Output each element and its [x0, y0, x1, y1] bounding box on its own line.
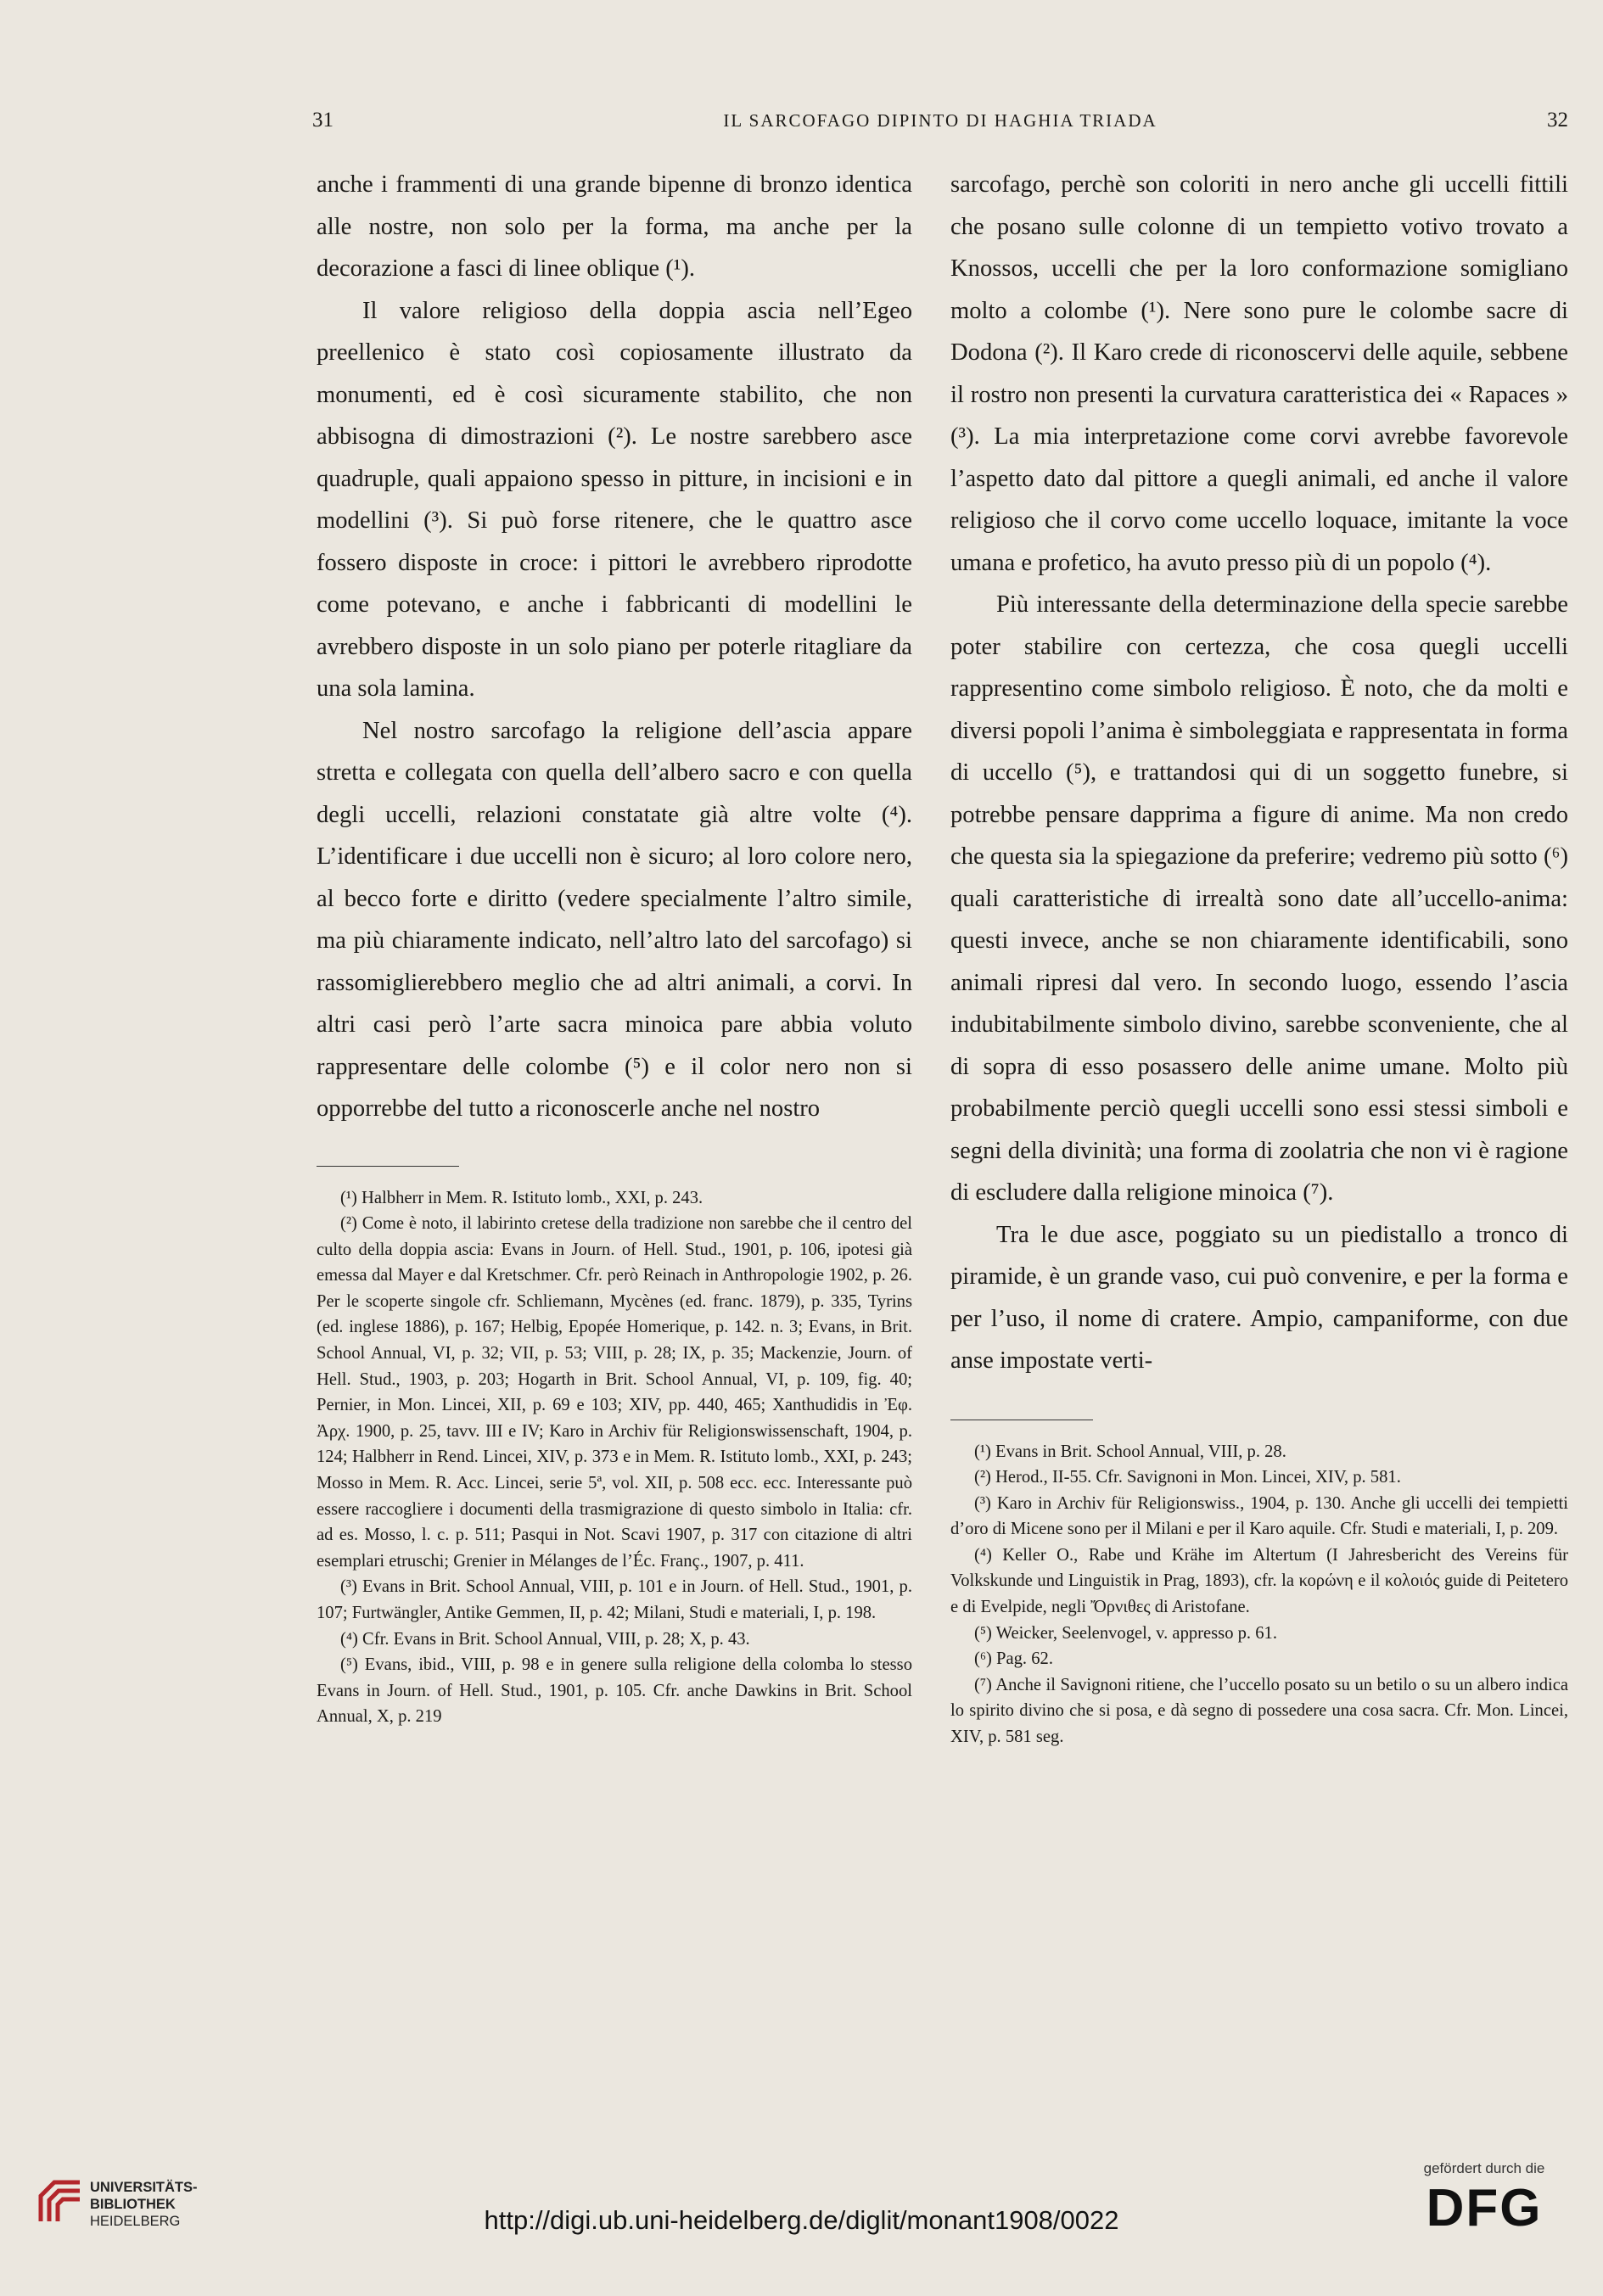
library-name-line-2: BIBLIOTHEK	[90, 2197, 176, 2212]
right-column	[950, 164, 1568, 1750]
left-footnote-2: (²) Come è noto, il labirinto cretese della tradizione non sarebbe che il centro del culto della doppia ascia: Evans in Journ. of Hell. Stud., 1901, p. 106, ipotesi già emessa dal Mayer e dal Kretschmer. Cfr. però Reinach in Anthropologie 1902, p. 26. Per le scoperte singole cfr. Schliemann, Mycènes (ed. franc. 1879), p. 335, Tyrins (ed. inglese 1886), p. 167; Helbig, Epopée Homerique, p. 142. n. 3; Evans, in Brit. School Annual, VI, p. 32; VII, p. 53; VIII, p. 28; IX, p. 35; Mackenzie, Journ. of Hell. Stud., 1903, p. 203; Hogarth in Brit. School Annual, VI, p. 109, fig. 40; Pernier, in Mon. Lincei, XII, p. 69 e 103; XIV, pp. 440, 465; Xanthudidis in Ἐφ. Ἀρχ. 1900, p. 25, tavv. III e IV; Karo in Archiv für Religionswissenschaft, 1904, p. 124; Halbherr in Rend. Lincei, XIV, p. 373 e in Mem. R. Istituto lomb., XXI, p. 243; Mosso in Mem. R. Acc. Lincei, serie 5ª, vol. XII, p. 508 ecc. ecc. Interessante può essere raccogliere i documenti della trasmigrazione di questo simbolo in Italia: cfr. ad es. Mosso, l. c. p. 511; Pasqui in Not. Scavi 1907, p. 317 con citazione di altri esemplari etruschi; Grenier in Mélanges de l’Éc. Franç., 1907, p. 411.	[317, 1214, 912, 1571]
left-paragraph-1: anche i frammenti di una grande bipenne di bronzo identica alle nostre, non solo per la forma, ma anche per la decorazione a fasci di linee oblique (¹).	[317, 171, 912, 282]
right-footnote-4: (⁴) Keller O., Rabe und Krähe im Altertum (I Jahresbericht des Vereins für Volkskunde und Linguistik in Prag, 1893), cfr. la κορώνη e il κολοιός guide di Peitetero e di Evelpide, negli Ὄρνιθες di Aristofane.	[950, 1545, 1568, 1617]
left-paragraph-2: Il valore religioso della doppia ascia nell’Egeo preellenico è stato così copiosamente illustrato da monumenti, ed è così sicuramente stabilito, che non abbisogna di dimostrazioni (²). Le nostre sarebbero asce quadruple, quali appaiono spesso in pitture, in incisioni e in modellini (³). Si può forse ritenere, che le quattro asce fossero disposte in croce: i pittori le avrebbero riprodotte come potevano, e anche i fabbricanti di modellini le avrebbero disposte in un solo piano per poterle ritagliare da una sola lamina.	[317, 297, 912, 702]
funding-text: gefördert durch die	[1423, 2160, 1545, 2176]
right-footnote-3: (³) Karo in Archiv für Religionswiss., 1904, p. 130. Anche gli uccelli dei tempietti d’oro di Micene sono per il Milani e per il Karo aquile. Cfr. Studi e materiali, I, p. 209.	[950, 1493, 1568, 1539]
right-footnotes	[950, 1439, 1568, 1750]
library-name-line-1: UNIVERSITÄTS-	[90, 2180, 198, 2195]
right-footnote-5: (⁵) Weicker, Seelenvogel, v. appresso p. 61.	[974, 1623, 1277, 1643]
page-number-left: 31	[312, 109, 333, 132]
left-body-text	[317, 164, 912, 1130]
dfg-funding-mark[interactable]	[1399, 2160, 1569, 2238]
left-footnote-3: (³) Evans in Brit. School Annual, VIII, p. 101 e in Journ. of Hell. Stud., 1901, p. 107; Furtwängler, Antike Gemmen, II, p. 42; Milani, Studi e materiali, I, p. 198.	[317, 1577, 912, 1622]
right-footnote-6: (⁶) Pag. 62.	[974, 1649, 1053, 1669]
footnote-rule-left	[317, 1166, 459, 1167]
left-footnote-4: (⁴) Cfr. Evans in Brit. School Annual, VIII, p. 28; X, p. 43.	[340, 1629, 750, 1649]
left-footnote-5: (⁵) Evans, ibid., VIII, p. 98 e in genere sulla religione della colomba lo stesso Evans in Journ. of Hell. Stud., 1901, p. 105. Cfr. anche Dawkins in Brit. School Annual, X, p. 219	[317, 1655, 912, 1727]
left-column	[317, 164, 912, 1730]
left-footnote-1: (¹) Halbherr in Mem. R. Istituto lomb., XXI, p. 243.	[340, 1188, 703, 1207]
right-body-text	[950, 164, 1568, 1382]
page-number-right: 32	[1547, 109, 1568, 132]
library-name-line-3: HEIDELBERG	[90, 2214, 181, 2229]
permalink-url[interactable]: http://digi.ub.uni-heidelberg.de/diglit/monant1908/0022	[484, 2205, 1119, 2235]
right-footnote-2: (²) Herod., II-55. Cfr. Savignoni in Mon. Lincei, XIV, p. 581.	[974, 1468, 1401, 1487]
running-header	[312, 109, 1568, 143]
left-footnotes	[317, 1185, 912, 1730]
right-footnote-7: (⁷) Anche il Savignoni ritiene, che l’uccello posato su un betilo o su un albero indica lo spirito divino che si posa, e dà segno di possedere una cosa sacra. Cfr. Mon. Lincei, XIV, p. 581 seg.	[950, 1675, 1568, 1747]
right-paragraph-2: Più interessante della determinazione della specie sarebbe poter stabilire con certezza, che cosa quegli uccelli rappresentino come simbolo religioso. È noto, che da molti e diversi popoli l’anima è simboleggiata e rappresentata in forma di uccello (⁵), e trattandosi qui di un soggetto funebre, si potrebbe pensare dapprima a figure di anime. Ma non credo che questa sia la spiegazione da preferire; vedremo più sotto (⁶) quali caratteristiche di irrealtà sono date all’uccello-anima: questi invece, anche se non chiaramente identificabili, sono animali ripresi dal vero. In secondo luogo, essendo l’ascia indubitabilmente simbolo divino, sarebbe sconveniente, che al di sopra di esso posassero delle anime umane. Molto più probabilmente perciò quegli uccelli sono essi stessi simboli e segni della divinità; una forma di zoolatria che non vi è ragione di escludere dalla religione minoica (⁷).	[950, 591, 1568, 1206]
left-paragraph-3: Nel nostro sarcofago la religione dell’ascia appare stretta e collegata con quella dell’albero sacro e con quella degli uccelli, relazioni constatate già altre volte (⁴). L’identificare i due uccelli non è sicuro; al loro colore nero, al becco forte e diritto (vedere specialmente l’altro simile, ma più chiaramente indicato, nell’altro lato del sarcofago) si rassomiglierebbero meglio che ad altri animali, a corvi. In altri casi però l’arte sacra minoica pare abbia voluto rappresentare delle colombe (⁵) e il color nero non si opporrebbe del tutto a riconoscerle anche nel nostro	[317, 717, 912, 1122]
dfg-logo: DFG	[1426, 2179, 1543, 2237]
right-paragraph-1: sarcofago, perchè son coloriti in nero anche gli uccelli fittili che posano sulle colonne di un tempietto votivo trovato a Knossos, uccelli che per la loro conformazione somigliano molto a colombe (¹). Nere sono pure le colombe sacre di Dodona (²). Il Karo crede di riconoscervi delle aquile, sebbene il rostro non presenti la curvatura caratteristica dei « Rapaces » (³). La mia interpretazione come corvi avrebbe favorevole l’aspetto dato dal pittore a quegli animali, ed anche il valore religioso che il corvo come uccello loquace, imitante la voce umana e profetico, ha avuto presso più di un popolo (⁴).	[950, 171, 1568, 576]
running-title: IL SARCOFAGO DIPINTO DI HAGHIA TRIADA	[723, 110, 1157, 131]
right-footnote-1: (¹) Evans in Brit. School Annual, VIII, p. 28.	[974, 1442, 1286, 1461]
right-paragraph-3: Tra le due asce, poggiato su un piedistallo a tronco di piramide, è un grande vaso, cui può convenire, e per la forma e per l’uso, il nome di cratere. Ampio, campaniforme, con due anse impostate verti-	[950, 1221, 1568, 1374]
